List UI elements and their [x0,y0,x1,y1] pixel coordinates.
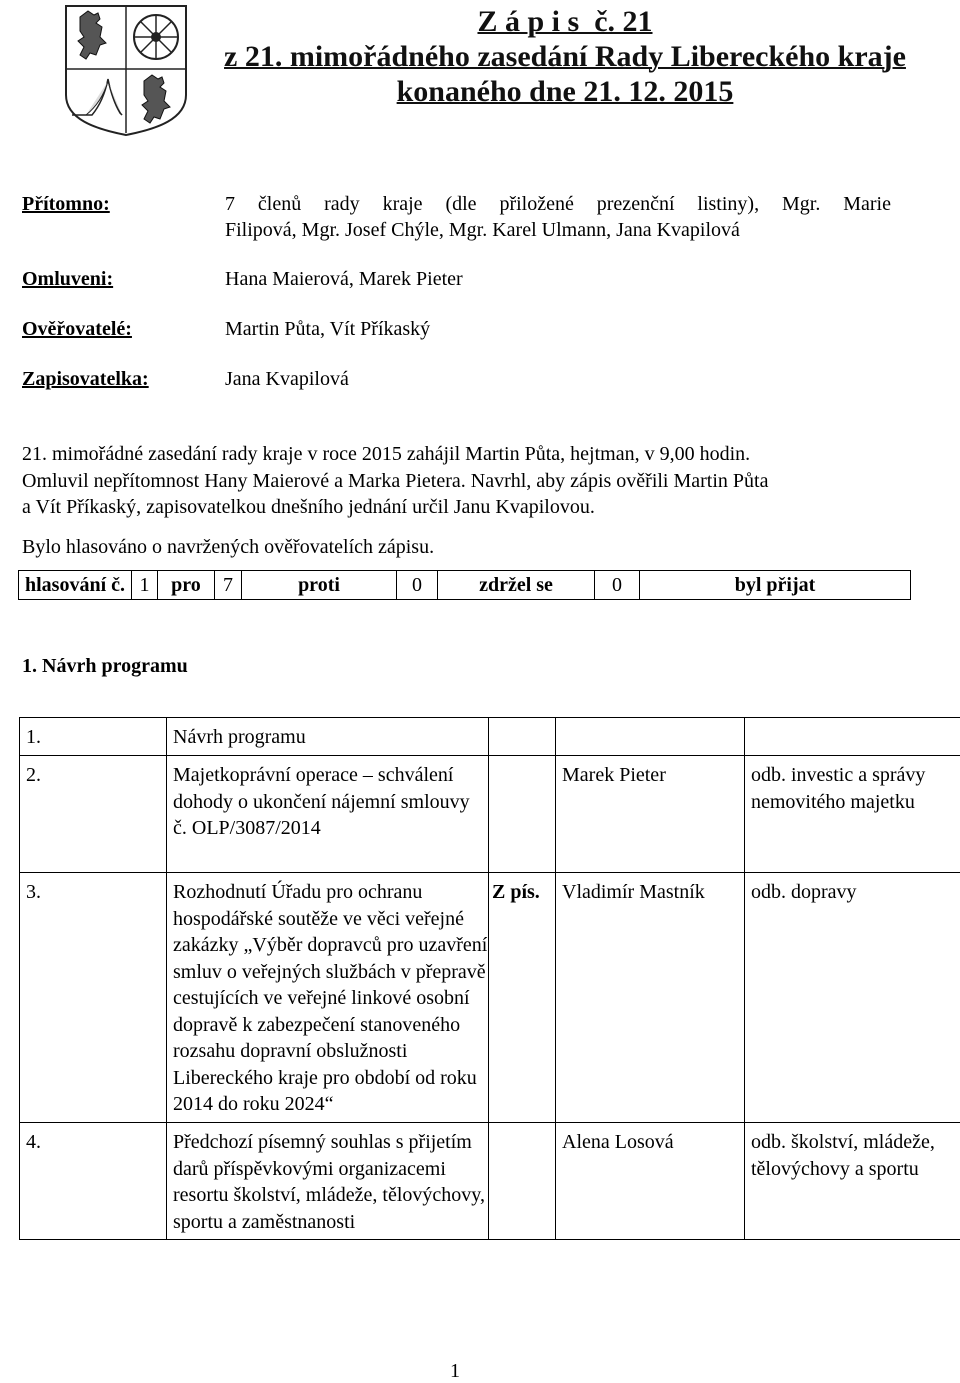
present-label: Přítomno: [22,193,110,215]
vote-number: 1 [132,571,158,600]
verifiers-value: Martin Půta, Vít Příkaský [225,318,431,340]
agenda-mark: Z pís. [489,873,556,1123]
vote-for-value: 7 [215,571,242,600]
agenda-subject: Předchozí písemný souhlas s přijetím darů příspěvkovými organizacemi resortu školství, mládeže, tělovýchovy, sportu a zaměstnanosti [167,1123,489,1240]
excused-label: Omluveni: [22,268,114,290]
vote-table [18,570,911,600]
intro-line3: a Vít Příkaský, zapisovatelkou dnešního jednání určil Janu Kvapilovou. [22,496,595,518]
agenda-dept: odb. školství, mládeže, tělovýchovy a sportu [745,1123,960,1240]
intro-line2: Omluvil nepřítomnost Hany Maierové a Marka Pietera. Navrhl, aby zápis ověřili Martin Půta [22,470,769,492]
vote-result: byl přijat [640,571,911,600]
agenda-mark [489,1123,556,1240]
agenda-subject: Rozhodnutí Úřadu pro ochranu hospodářské soutěže ve věci veřejné zakázky „Výběr dopravců pro uzavření smluv o veřejných službách v přepravě cestujících ve veřejné linkové osobní dopravě k zabezpečení stanoveného rozsahu dopravní obslužnosti Libereckého kraje pro období od roku 2014 do roku 2024“ [167,873,489,1123]
document-title-line3: konaného dne 21. 12. 2015 [396,75,734,108]
agenda-row [20,756,960,873]
vote-against-label: proti [242,571,397,600]
section-heading: 1. Návrh programu [22,655,188,677]
agenda-mark [489,718,556,756]
agenda-num: 3. [20,873,167,1123]
agenda-subject: Majetkoprávní operace – schválení dohody o ukončení nájemní smlouvy č. OLP/3087/2014 [167,756,489,873]
agenda-row [20,1123,960,1240]
recorder-label: Zapisovatelka: [22,368,149,390]
agenda-num: 1. [20,718,167,756]
intro-line4: Bylo hlasováno o navržených ověřovatelích zápisu. [22,536,435,558]
agenda-num: 2. [20,756,167,873]
vote-label: hlasování č. [19,571,132,600]
page-number: 1 [450,1360,460,1382]
agenda-table [19,717,960,1240]
agenda-subject: Návrh programu [167,718,489,756]
agenda-dept: odb. investic a správy nemovitého majetku [745,756,960,873]
agenda-presenter: Marek Pieter [556,756,745,873]
vote-for-label: pro [158,571,215,600]
vote-abstain-label: zdržel se [438,571,595,600]
intro-line1: 21. mimořádné zasedání rady kraje v roce 2015 zahájil Martin Půta, hejtman, v 9,00 hodin. [22,443,751,465]
document-title-line1: Z á p i s č. 21 [477,5,653,38]
agenda-presenter: Alena Losová [556,1123,745,1240]
agenda-row [20,718,960,756]
present-value-line2: Filipová, Mgr. Josef Chýle, Mgr. Karel Ulmann, Jana Kvapilová [225,219,740,241]
agenda-dept [745,718,960,756]
vote-against-value: 0 [397,571,438,600]
verifiers-label: Ověřovatelé: [22,318,132,340]
excused-value: Hana Maierová, Marek Pieter [225,268,463,290]
agenda-presenter: Vladimír Mastník [556,873,745,1123]
agenda-mark [489,756,556,873]
agenda-presenter [556,718,745,756]
present-value-line1: 7 členů rady kraje (dle přiložené prezenční listiny), Mgr. Marie [225,193,891,215]
agenda-num: 4. [20,1123,167,1240]
agenda-row [20,873,960,1123]
coat-of-arms-logo [62,3,190,137]
vote-abstain-value: 0 [595,571,640,600]
document-title-line2: z 21. mimořádného zasedání Rady Libereckého kraje [224,40,906,73]
agenda-dept: odb. dopravy [745,873,960,1123]
recorder-value: Jana Kvapilová [225,368,349,390]
